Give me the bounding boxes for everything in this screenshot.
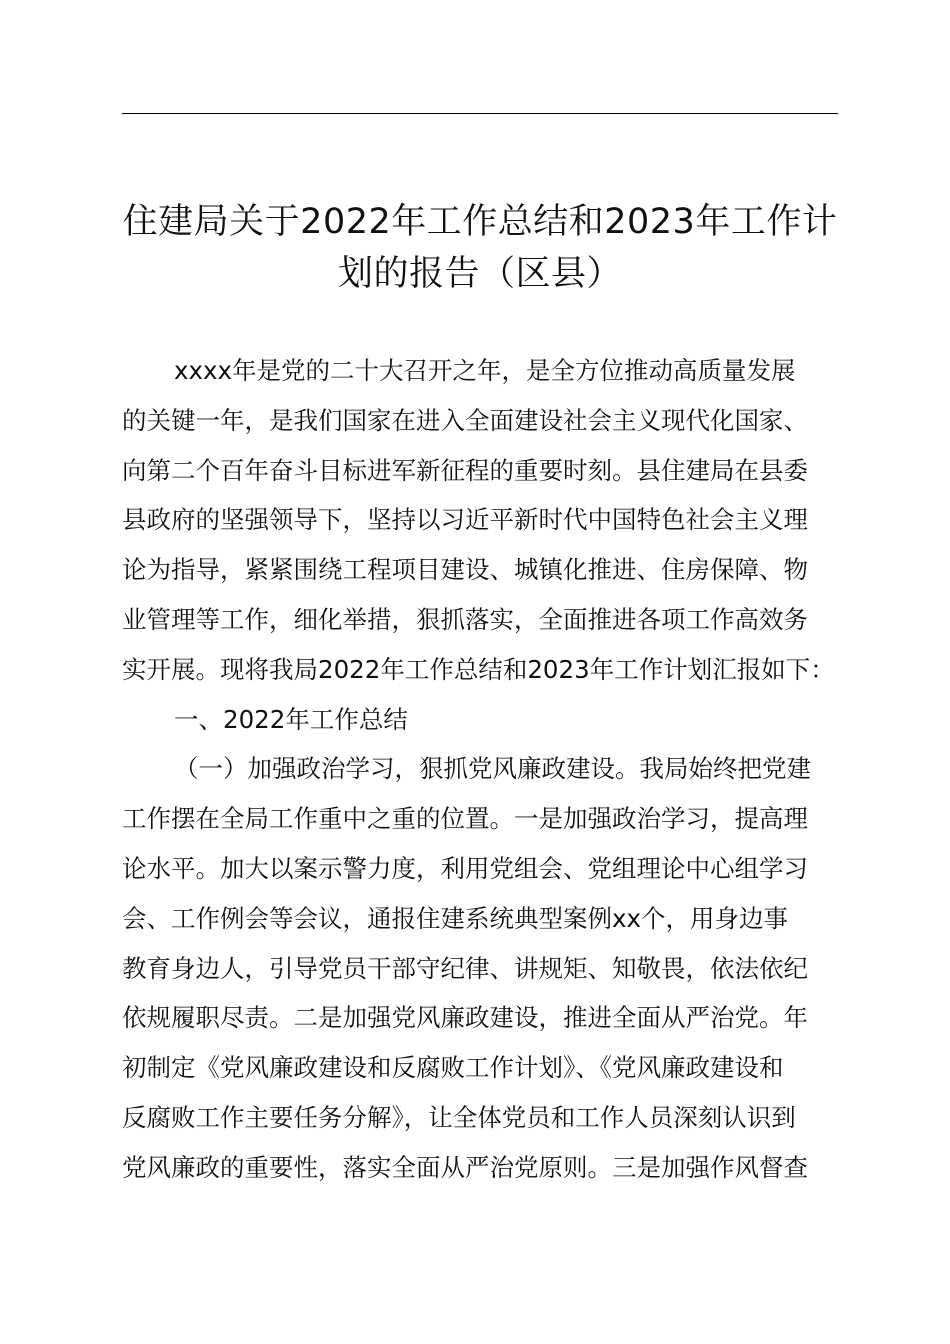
text-line: （一）加强政治学习，狠抓党风廉政建设。我局始终把党建 [174,754,811,784]
text-line: 的关键一年，是我们国家在进入全面建设社会主义现代化国家、 [122,405,808,435]
text-line: 县政府的坚强领导下，坚持以习近平新时代中国特色社会主义理 [122,505,808,535]
text-line: 论水平。加大以案示警力度，利用党组会、党组理论中心组学习 [122,853,808,883]
text-line: 依规履职尽责。二是加强党风廉政建设，推进全面从严治党。年 [122,1003,808,1033]
title-line: 划的报告（区县） [337,254,622,294]
text-line: 会、工作例会等会议，通报住建系统典型案例xx个，用身边事 [122,903,788,933]
text-line: 党风廉政的重要性，落实全面从严治党原则。三是加强作风督查 [122,1152,808,1182]
text-line: 论为指导，紧紧围绕工程项目建设、城镇化推进、住房保障、物 [122,555,808,585]
header-rule [122,113,838,114]
text-line: 工作摆在全局工作重中之重的位置。一是加强政治学习，提高理 [122,804,808,834]
text-line: 实开展。现将我局2022年工作总结和2023年工作计划汇报如下： [122,654,835,684]
text-line: 反腐败工作主要任务分解》，让全体党员和工作人员深刻认识到 [122,1102,796,1132]
heading-line: 一、2022年工作总结 [174,704,408,734]
paragraph-intro [122,346,842,695]
paragraph-party-building [122,744,842,1192]
text-line: 教育身边人，引导党员干部守纪律、讲规矩、知敬畏，依法依纪 [122,953,808,983]
section-heading [122,695,842,745]
text-line: xxxx年是党的二十大召开之年，是全方位推动高质量发展 [174,356,796,385]
text-line: 向第二个百年奋斗目标进军新征程的重要时刻。县住建局在县委 [122,455,808,485]
document-title [100,196,860,300]
text-line: 初制定《党风廉政建设和反腐败工作计划》、《党风廉政建设和 [122,1053,784,1083]
document-body [122,346,842,1193]
title-line: 住建局关于2022年工作总结和2023年工作计 [122,202,838,242]
text-line: 业管理等工作，细化举措，狠抓落实，全面推进各项工作高效务 [122,604,808,634]
